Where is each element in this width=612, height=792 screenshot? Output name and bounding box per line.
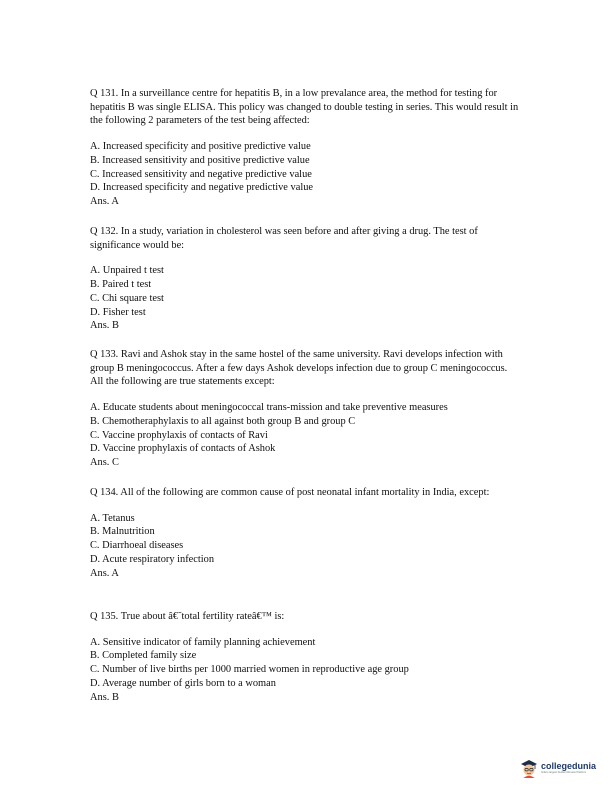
option-c: C. Number of live births per 1000 married women in reproductive age group [90, 664, 409, 676]
option-c: C. Diarrhoeal diseases [90, 540, 184, 552]
option-d: D. Fisher test [90, 306, 146, 318]
answer: Ans. B [90, 691, 119, 703]
option-c: C. Increased sensitivity and negative predictive value [90, 168, 312, 180]
question-stem: Q 134. All of the following are common cause of post neonatal infant mortality in India, except: [90, 487, 490, 498]
option-b: B. Paired t test [90, 279, 152, 291]
option-a: A. Educate students about meningococcal trans-mission and take preventive measures [90, 402, 448, 414]
option-a: A. Tetanus [90, 512, 135, 524]
option-a: A. Unpaired t test [90, 265, 164, 277]
option-b: B. Completed family size [90, 650, 197, 662]
answer: Ans. A [90, 195, 119, 207]
option-b: B. Increased sensitivity and positive predictive value [90, 154, 310, 166]
question-131 [90, 87, 522, 209]
option-b: B. Malnutrition [90, 526, 155, 538]
question-135 [90, 610, 522, 704]
collegedunia-logo [520, 758, 596, 778]
question-134 [90, 486, 522, 580]
answer: Ans. B [90, 320, 119, 332]
question-132 [90, 225, 522, 333]
brand-name: collegedunia [541, 761, 597, 771]
option-c: C. Chi square test [90, 292, 164, 304]
question-stem: Q 131. In a surveillance centre for hepatitis B, in a low prevalance area, the method for testing for hepatitis B was single ELISA. This policy was changed to double testing in series. This would result in the following 2 parameters of the test being affected: [90, 88, 519, 127]
answer: Ans. C [90, 456, 119, 468]
question-stem: Q 133. Ravi and Ashok stay in the same hostel of the same university. Ravi develops infection with group B meningococcus. After a few days Ashok develops infection due to group C meningococcus. All the following are true statements except: [90, 349, 508, 388]
question-133 [90, 348, 522, 470]
option-c: C. Vaccine prophylaxis of contacts of Ravi [90, 429, 268, 441]
option-d: D. Vaccine prophylaxis of contacts of Ashok [90, 443, 276, 455]
question-stem: Q 132. In a study, variation in cholesterol was seen before and after giving a drug. The test of significance would be: [90, 226, 478, 251]
option-a: A. Increased specificity and positive predictive value [90, 141, 311, 153]
option-b: B. Chemotheraphylaxis to all against both group B and group C [90, 415, 356, 427]
option-d: D. Increased specificity and negative predictive value [90, 182, 314, 194]
question-stem: Q 135. True about â€˜total fertility rateâ€™ is: [90, 611, 285, 622]
option-d: D. Average number of girls born to a woman [90, 677, 276, 689]
option-d: D. Acute respiratory infection [90, 553, 215, 565]
option-a: A. Sensitive indicator of family planning achievement [90, 636, 316, 648]
student-mascot-icon [520, 758, 538, 778]
answer: Ans. A [90, 567, 119, 579]
brand-tagline: India's largest Student Review Platform [541, 771, 587, 774]
